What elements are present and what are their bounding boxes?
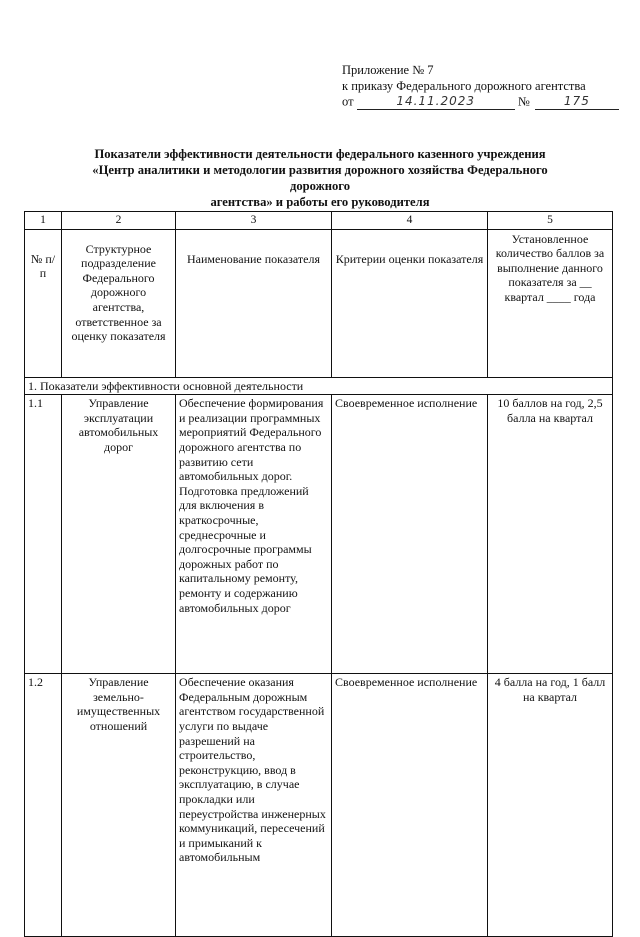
- table-row: [25, 395, 613, 674]
- title-line-3: агентства» и работы его руководителя: [210, 195, 430, 209]
- header-criteria: Критерии оценки показателя: [332, 229, 488, 377]
- row-indicator: Обеспечение оказания Федеральным дорожным агентством государственной услуги по выдаче разрешений на строительство, реконструкцию, ввод в эксплуатацию, в случае прокладки или переустройства инженерных коммуникаций, пересечений и примыканий к автомобильным: [176, 674, 332, 937]
- row-department: Управление земельно-имущественных отношений: [62, 674, 176, 937]
- section-row: [25, 377, 613, 395]
- column-number: 5: [488, 212, 613, 230]
- title-line-2: «Центр аналитики и методологии развития дорожного хозяйства Федерального дорожного: [92, 163, 548, 193]
- column-number: 2: [62, 212, 176, 230]
- column-number: 4: [332, 212, 488, 230]
- header-indicator: Наименование показателя: [176, 229, 332, 377]
- header-number: № п/п: [25, 229, 62, 377]
- row-points: 10 баллов на год, 2,5 балла на квартал: [488, 395, 613, 674]
- date-prefix: от: [342, 94, 354, 109]
- title-line-1: Показатели эффективности деятельности федерального казенного учреждения: [94, 147, 546, 161]
- table-row: [25, 674, 613, 937]
- header-row: [25, 229, 613, 377]
- row-number: 1.1: [25, 395, 62, 674]
- appendix-block: [342, 63, 612, 110]
- date-value: 14.11.2023: [357, 94, 515, 110]
- row-indicator: Обеспечение формирования и реализации программных мероприятий Федерального дорожного агентства по развитию сети автомобильных дорог. Подготовка предложений для включения в краткосрочные, среднесрочные и долгосрочные программы дорожных работ по капитальному ремонту, ремонту и содержанию автомобильных дорог: [176, 395, 332, 674]
- row-criteria: Своевременное исполнение: [332, 395, 488, 674]
- column-number-row: [25, 212, 613, 230]
- column-number: 3: [176, 212, 332, 230]
- number-prefix: №: [517, 94, 530, 109]
- section-title: 1. Показатели эффективности основной деятельности: [25, 377, 613, 395]
- row-number: 1.2: [25, 674, 62, 937]
- header-department: Структурное подразделение Федерального дорожного агентства, ответственное за оценку показателя: [62, 229, 176, 377]
- row-department: Управление эксплуатации автомобильных дорог: [62, 395, 176, 674]
- row-criteria: Своевременное исполнение: [332, 674, 488, 937]
- header-points: Установленное количество баллов за выполнение данного показателя за __ квартал ____ года: [488, 229, 613, 377]
- appendix-date-line: [342, 94, 612, 110]
- column-number: 1: [25, 212, 62, 230]
- number-value: 175: [535, 94, 619, 110]
- indicators-table: [24, 211, 613, 937]
- document-title: [70, 146, 570, 210]
- row-points: 4 балла на год, 1 балл на квартал: [488, 674, 613, 937]
- appendix-number: Приложение № 7: [342, 63, 434, 77]
- appendix-order-ref: к приказу Федерального дорожного агентства: [342, 78, 586, 93]
